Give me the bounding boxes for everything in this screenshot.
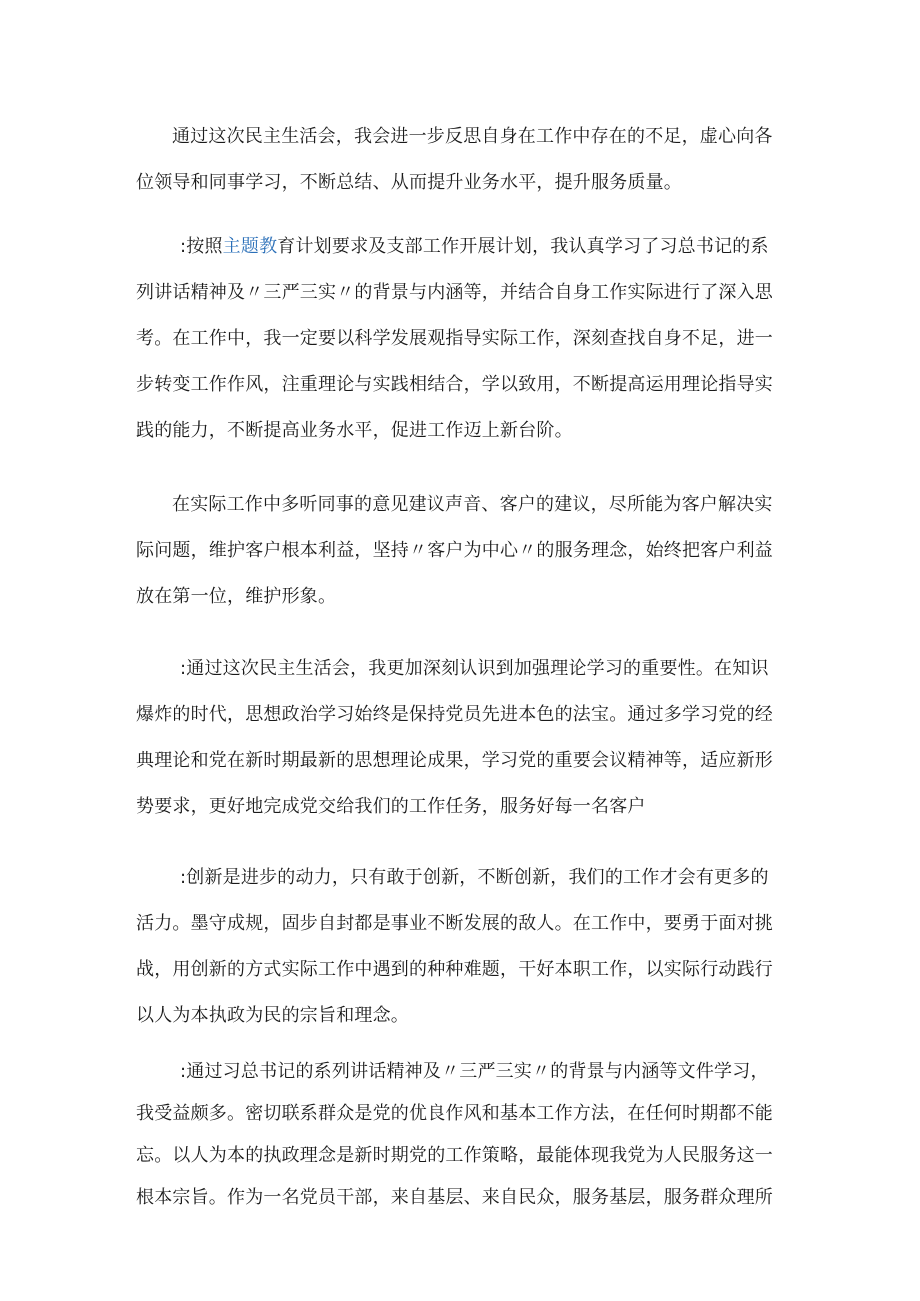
paragraph-2 [136, 224, 786, 454]
paragraph-6: :通过习总书记的系列讲话精神及〃三严三实〃的背景与内涵等文件学习，我受益颇多。密切联系群众是党的优良作风和基本工作方法，在任何时期都不能忘。以人为本的执政理念是新时期党的工作策略，最能体现我党为人民服务这一根本宗旨。作为一名党员干部，来自基层、来自民众，服务基层，服务群众理所 [136, 1061, 773, 1208]
paragraph-1: 通过这次民主生活会，我会进一步反思自身在工作中存在的不足，虚心向各位领导和同事学习，不断总结、从而提升业务水平，提升服务质量。 [136, 126, 773, 193]
paragraph-4: :通过这次民主生活会，我更加深刻认识到加强理论学习的重要性。在知识爆炸的时代，思想政治学习始终是保持党员先进本色的法宝。通过多学习党的经典理论和党在新时期最新的思想理论成果，学习党的重要会议精神等，适应新形势要求，更好地完成党交给我们的工作任务，服务好每一名客户 [136, 658, 773, 817]
paragraph-2-prefix: :按照 [180, 236, 223, 257]
topic-education-link[interactable]: 主题教 [222, 236, 278, 257]
paragraph-5: :创新是进步的动力，只有敢于创新，不断创新，我们的工作才会有更多的活力。墨守成规，固步自封都是事业不断发展的敌人。在工作中，要勇于面对挑战，用创新的方式实际工作中遇到的种种难题，干好本职工作，以实际行动践行以人为本执政为民的宗旨和理念。 [136, 867, 773, 1026]
paragraph-2-body: 育计划要求及支部工作开展计划，我认真学习了习总书记的系列讲话精神及〃三严三实〃的背景与内涵等，并结合自身工作实际进行了深入思考。在工作中，我一定要以科学发展观指导实际工作，深刻查找自身不足，进一步转变工作作风，注重理论与实践相结合，学以致用，不断提高运用理论指导实践的能力，不断提高业务水平，促进工作迈上新台阶。 [136, 236, 773, 441]
paragraph-3: 在实际工作中多听同事的意见建议声音、客户的建议，尽所能为客户解决实际问题，维护客户根本利益，坚持〃客户为中心〃的服务理念，始终把客户利益放在第一位，维护形象。 [136, 494, 773, 607]
